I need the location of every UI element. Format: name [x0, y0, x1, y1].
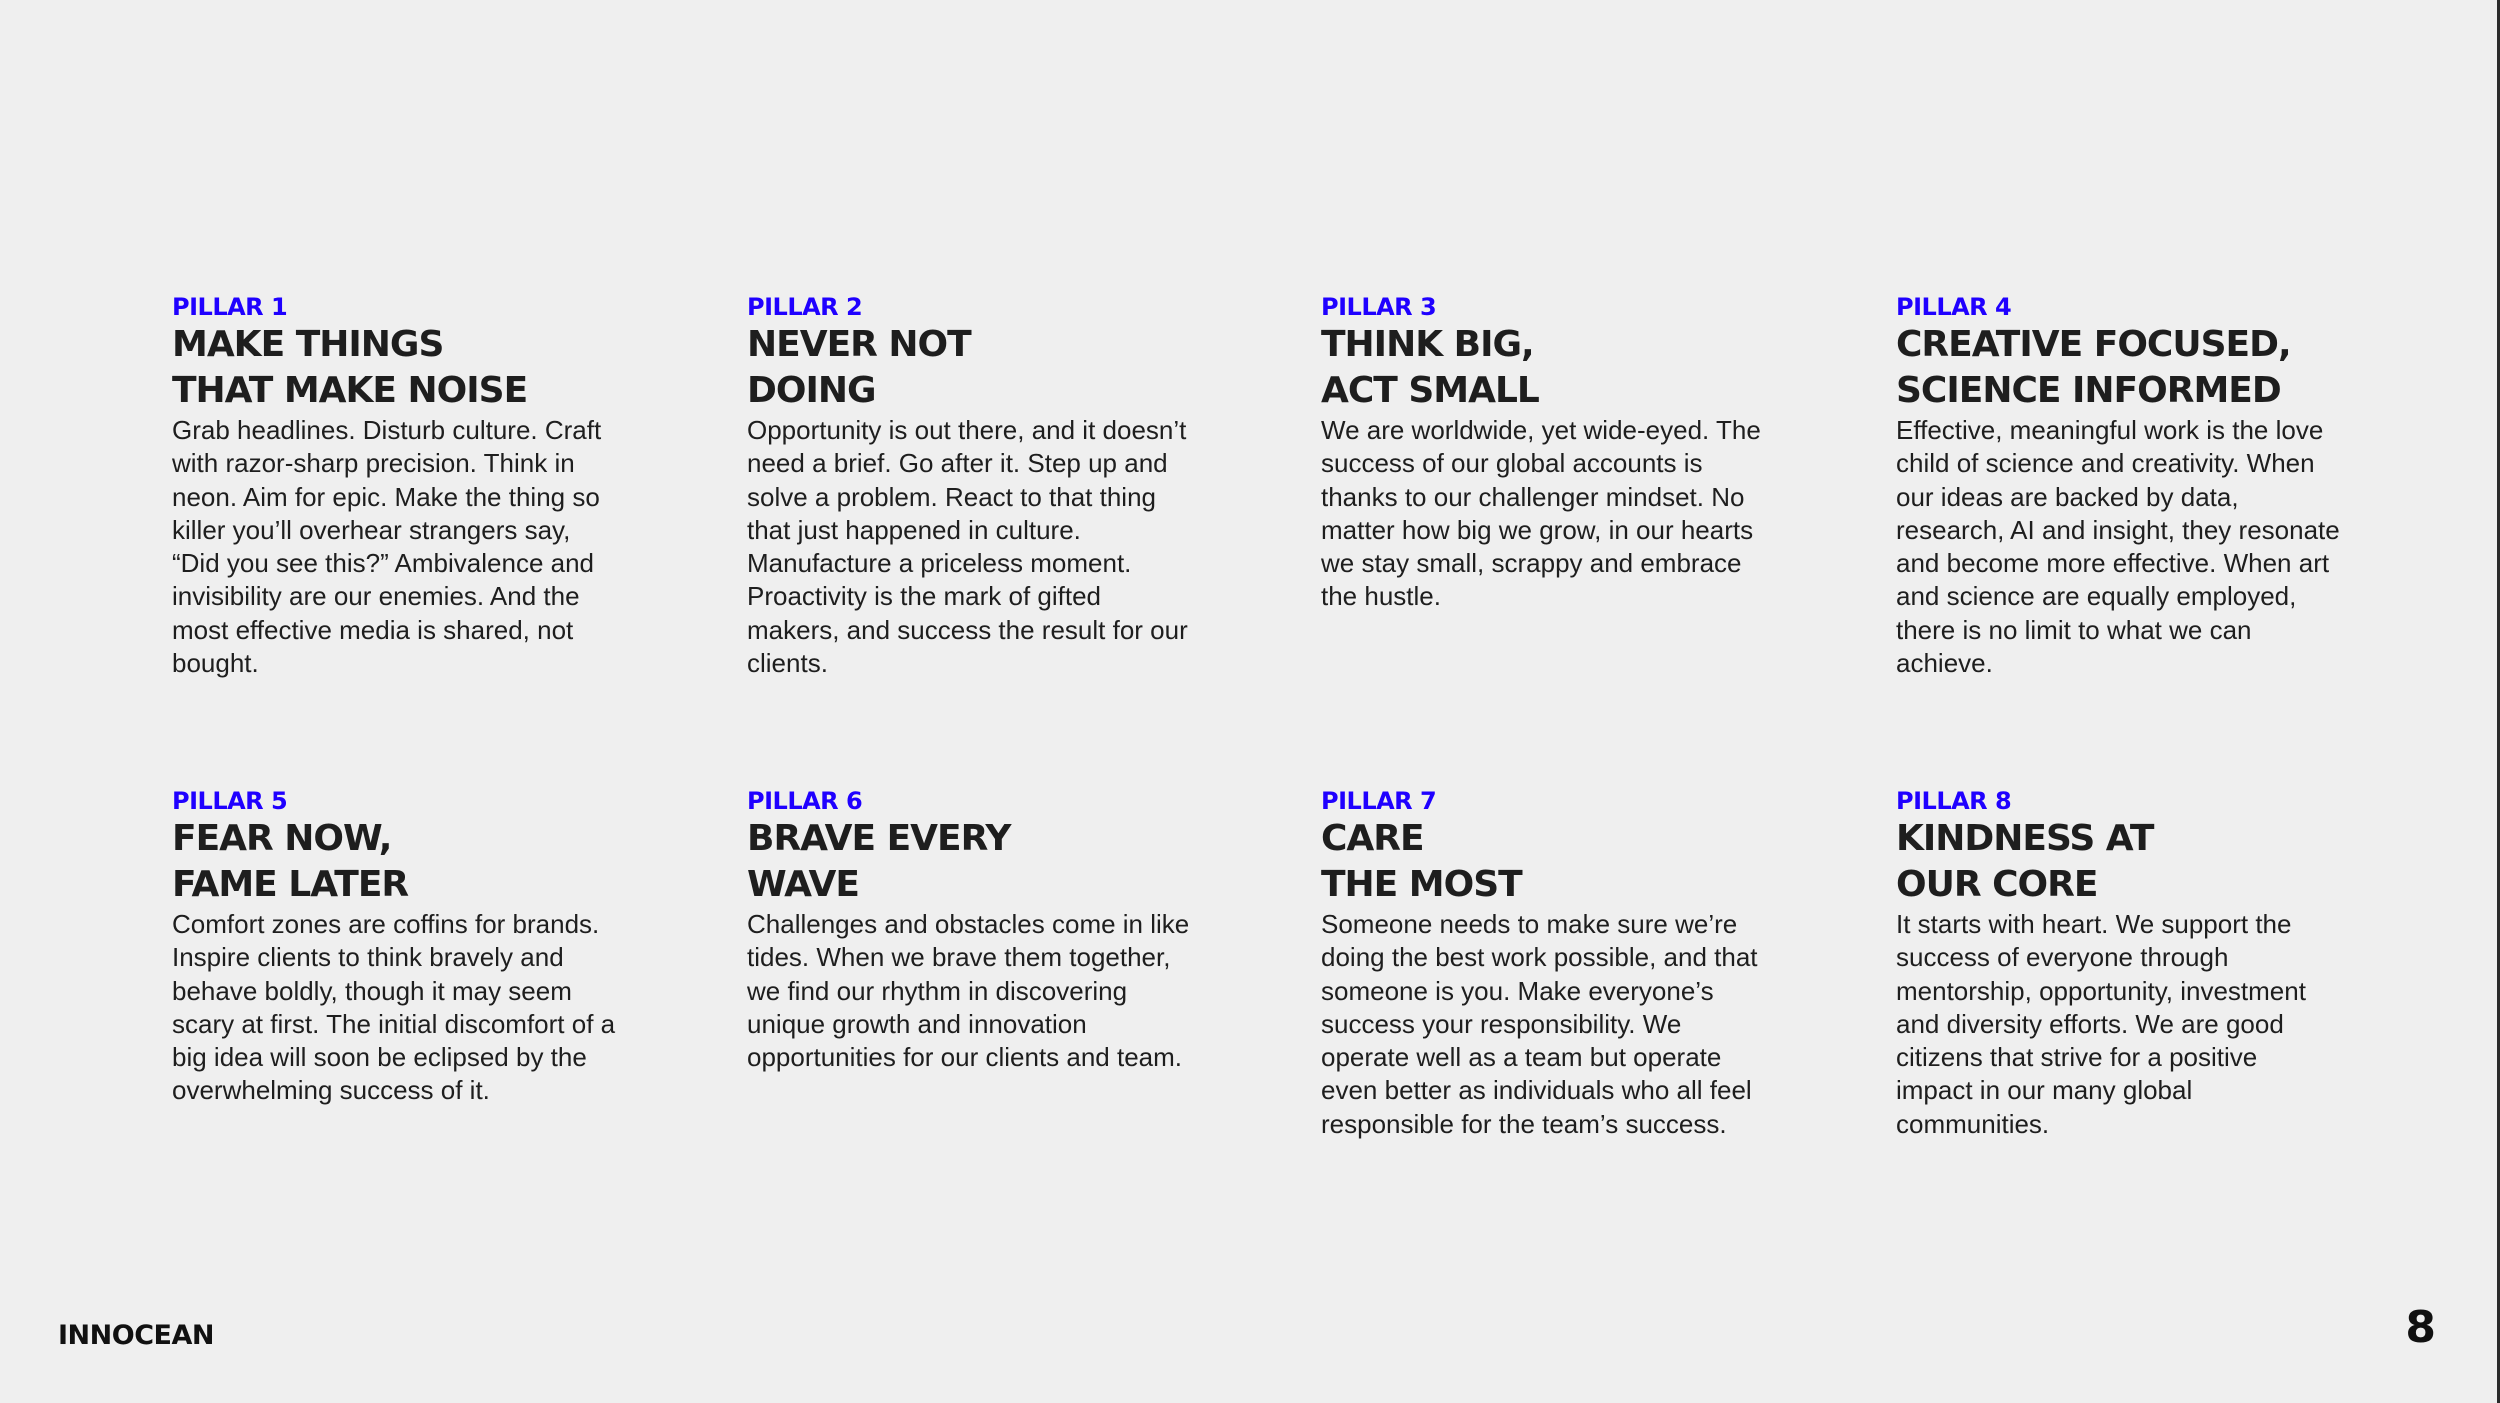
- pillar-number: PILLAR 8: [1896, 787, 2012, 815]
- pillar-title-line-2: FAME LATER: [172, 864, 409, 905]
- pillar-title: [1321, 816, 1791, 908]
- pillar-title: [747, 816, 1217, 908]
- page-number: 8: [2405, 1302, 2436, 1353]
- pillar-title-line-1: THINK BIG,: [1321, 324, 1534, 365]
- pillar-title-line-1: BRAVE EVERY: [747, 818, 1011, 859]
- pillar-title: [172, 816, 642, 908]
- pillar-title-line-1: CREATIVE FOCUSED,: [1896, 324, 2291, 365]
- pillar-title-line-2: DOING: [747, 370, 876, 411]
- pillar-2: [747, 292, 1217, 680]
- pillar-title-line-1: MAKE THINGS: [172, 324, 444, 365]
- pillar-number: PILLAR 5: [172, 787, 288, 815]
- pillar-title-line-1: CARE: [1321, 818, 1424, 859]
- pillar-5: [172, 786, 642, 1108]
- pillar-number: PILLAR 4: [1896, 293, 2012, 321]
- pillar-number: PILLAR 1: [172, 293, 288, 321]
- pillar-body: It starts with heart. We support the success of everyone through mentorship, opportunity, investment and diversity efforts. We are good citizens that strive for a positive impact in our many global communities.: [1896, 909, 2306, 1139]
- pillar-number: PILLAR 2: [747, 293, 863, 321]
- pillar-title-line-2: THAT MAKE NOISE: [172, 370, 528, 411]
- innocean-logo: INNOCEAN: [58, 1320, 214, 1351]
- pillar-number: PILLAR 3: [1321, 293, 1437, 321]
- pillar-title-line-2: ACT SMALL: [1321, 370, 1539, 411]
- pillar-1: [172, 292, 642, 680]
- pillar-title-line-1: FEAR NOW,: [172, 818, 392, 859]
- pillar-body: Comfort zones are coffins for brands. Inspire clients to think bravely and behave boldly, though it may seem scary at first. The initial discomfort of a big idea will soon be eclipsed by the overwhelming success of it.: [172, 909, 616, 1106]
- pillar-7: [1321, 786, 1791, 1141]
- pillar-number: PILLAR 7: [1321, 787, 1437, 815]
- pillar-8: [1896, 786, 2366, 1141]
- pillar-title-line-2: OUR CORE: [1896, 864, 2098, 905]
- pillar-4: [1896, 292, 2366, 680]
- pillar-title: [1321, 322, 1791, 414]
- pillar-body: Challenges and obstacles come in like tides. When we brave them together, we find our rhythm in discovering unique growth and innovation opportunities for our clients and team.: [747, 909, 1190, 1073]
- pillar-title: [747, 322, 1217, 414]
- pillar-number: PILLAR 6: [747, 787, 863, 815]
- pillar-body: Someone needs to make sure we’re doing the best work possible, and that someone is you. Make everyone’s success your responsibility. We operate well as a team but operate even better as individuals who all feel responsible for the team’s success.: [1321, 909, 1758, 1139]
- pillar-body: Effective, meaningful work is the love child of science and creativity. When our ideas are backed by data, research, AI and insight, they resonate and become more effective. When art and science are equally employed, there is no limit to what we can achieve.: [1896, 415, 2340, 679]
- pillar-6: [747, 786, 1217, 1074]
- pillar-3: [1321, 292, 1791, 614]
- pillar-title: [1896, 816, 2366, 908]
- pillar-title: [1896, 322, 2366, 414]
- pillar-title-line-1: KINDNESS AT: [1896, 818, 2154, 859]
- pillar-title-line-1: NEVER NOT: [747, 324, 971, 365]
- pillar-title-line-2: THE MOST: [1321, 864, 1522, 905]
- pillar-title-line-2: SCIENCE INFORMED: [1896, 370, 2281, 411]
- pillar-title: [172, 322, 642, 414]
- pillar-title-line-2: WAVE: [747, 864, 859, 905]
- pillar-body: We are worldwide, yet wide-eyed. The success of our global accounts is thanks to our challenger mindset. No matter how big we grow, in our hearts we stay small, scrappy and embrace the hustle.: [1321, 415, 1761, 612]
- pillar-body: Opportunity is out there, and it doesn’t need a brief. Go after it. Step up and solve a problem. React to that thing that just happened in culture. Manufacture a priceless moment. Proactivity is the mark of gifted makers, and success the result for our clients.: [747, 415, 1188, 679]
- pillar-body: Grab headlines. Disturb culture. Craft with razor-sharp precision. Think in neon. Aim for epic. Make the thing so killer you’ll overhear strangers say, “Did you see this?” Ambivalence and invisibility are our enemies. And the most effective media is shared, not bought.: [172, 415, 602, 679]
